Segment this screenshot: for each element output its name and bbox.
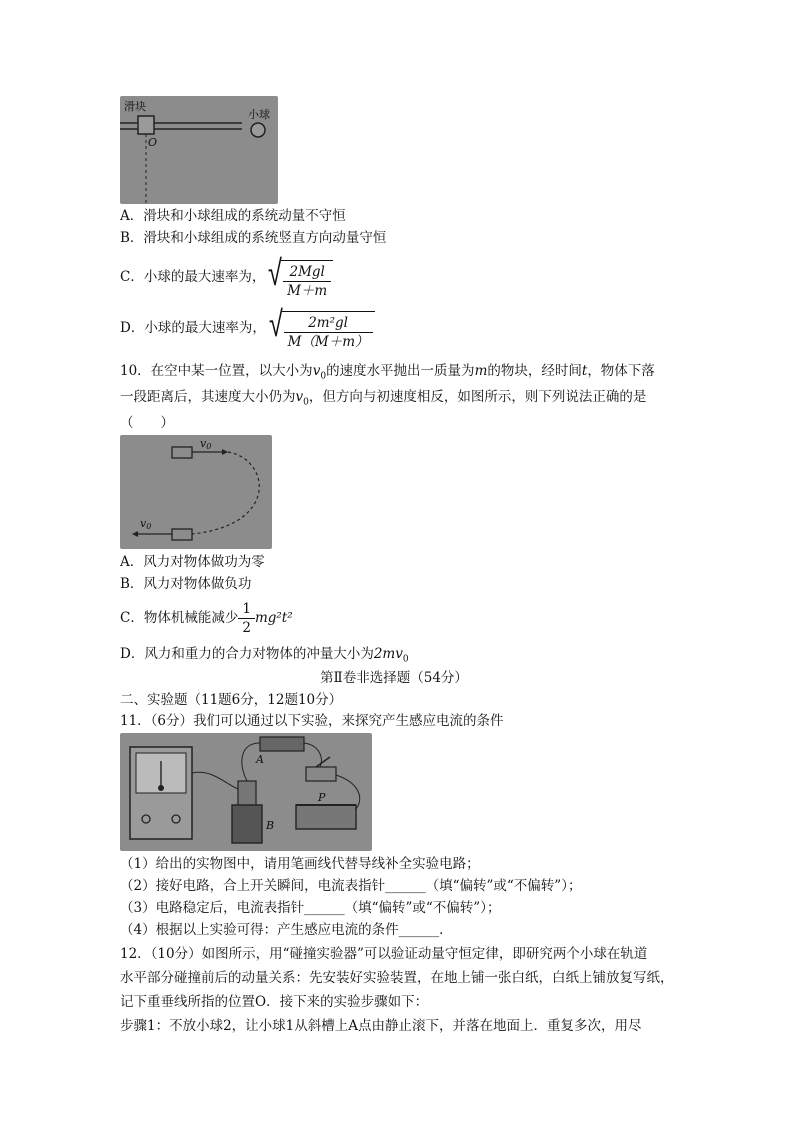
- q10-option-d-value: 2mv: [373, 646, 403, 662]
- q11-item-2: （2）接好电路，合上开关瞬间，电流表指针______（填“偏转”或“不偏转”）；: [120, 878, 582, 894]
- var-t: t: [581, 363, 588, 379]
- label-b: B: [266, 819, 275, 832]
- q9-figure-drawing: [120, 96, 278, 204]
- label-v0-top: v0: [200, 437, 212, 451]
- frac-numerator: 1: [238, 600, 255, 619]
- frac-denominator: M＋m: [287, 283, 328, 299]
- q10-option-b: B．风力对物体做负功: [120, 576, 252, 592]
- q10-text: 一段距离后，其速度大小仍为: [120, 389, 296, 405]
- q10-text: 10．在空中某一位置，以大小为: [120, 363, 313, 379]
- q11-stem: 11．（6分）我们可以通过以下实验，来探究产生感应电流的条件: [120, 713, 504, 729]
- var-sub: 0: [320, 371, 327, 382]
- frac-denominator: M（M＋m）: [287, 334, 369, 350]
- var-m: m: [474, 363, 488, 379]
- q10-option-c: [120, 598, 293, 638]
- var-v: v: [295, 389, 304, 405]
- q9-option-c-prefix: C．小球的最大速率为，: [120, 269, 266, 285]
- q10-text: 的物块，经时间: [487, 363, 582, 379]
- q9-option-d-prefix: D．小球的最大速率为，: [120, 320, 266, 336]
- label-a: A: [256, 753, 264, 766]
- q10-option-d: [120, 644, 409, 670]
- q10-option-c-suffix: mg²t²: [254, 610, 293, 626]
- q10-stem-line2: [120, 384, 646, 416]
- section-heading: 二、实验题（11题6分，12题10分）: [120, 692, 343, 708]
- q12-line-1: 12．（10分）如图所示，用“碰撞实验器”可以验证动量守恒定律，即研究两个小球在轨道: [120, 946, 648, 962]
- label-o: O: [148, 136, 158, 149]
- part2-title: 第Ⅱ卷非选择题（54分）: [320, 670, 468, 686]
- q10-stem-line3: （ ）: [120, 415, 174, 431]
- q10-option-a: A．风力对物体做功为零: [120, 554, 265, 570]
- q9-option-b: B．滑块和小球组成的系统竖直方向动量守恒: [120, 230, 387, 246]
- q9-figure: [120, 96, 278, 204]
- q10-figure-drawing: [120, 435, 272, 549]
- q10-text: ，但方向与初速度相反，如图所示，则下列说法正确的是: [308, 389, 647, 405]
- sqrt-expression: √ $\frac{\text{2m²gl}}{M(M+m)}$: [266, 305, 375, 352]
- q12-line-3: 记下重垂线所指的位置O．接下来的实验步骤如下：: [120, 994, 429, 1010]
- label-v0-bottom: v0: [140, 517, 152, 531]
- q9-option-d: [120, 305, 375, 352]
- q10-text: 的速度水平抛出一质量为: [326, 363, 475, 379]
- label-p: P: [318, 791, 326, 804]
- sqrt-expression: √ $\frac{\text{2Mgl}}{M+m}$: [265, 254, 333, 301]
- q11-item-4: （4）根据以上实验可得：产生感应电流的条件______．: [120, 922, 453, 938]
- q10-option-c-prefix: C．物体机械能减少: [120, 610, 239, 626]
- q12-line-4: 步骤1：不放小球2，让小球1从斜槽上A点由静止滚下，并落在地面上．重复多次，用尽: [120, 1018, 642, 1034]
- q11-item-3: （3）电路稳定后，电流表指针______（填“偏转”或“不偏转”）；: [120, 900, 501, 916]
- q12-line-2: 水平部分碰撞前后的动量关系：先安装好实验装置，在地上铺一张白纸，白纸上铺放复写纸，: [120, 970, 674, 986]
- q9-option-c: [120, 254, 333, 301]
- frac-numerator: 2Mgl: [283, 263, 331, 282]
- frac-denominator: 2: [242, 620, 251, 636]
- var-sub: 0: [303, 397, 309, 408]
- var-v: v: [312, 363, 321, 379]
- q10-text: ，物体下落: [587, 363, 655, 379]
- q10-figure: [120, 435, 272, 549]
- label-slider: 滑块: [124, 100, 146, 113]
- q11-figure: [120, 733, 372, 851]
- q9-option-a: A．滑块和小球组成的系统动量不守恒: [120, 208, 346, 224]
- q11-item-1: （1）给出的实物图中，请用笔画线代替导线补全实验电路；: [120, 856, 480, 872]
- q10-option-d-sub: 0: [402, 654, 409, 665]
- q10-option-d-prefix: D．风力和重力的合力对物体的冲量大小为: [120, 646, 374, 662]
- label-ball: 小球: [248, 108, 270, 121]
- frac-numerator: 2m²gl: [284, 314, 373, 333]
- q11-figure-drawing: [120, 733, 372, 851]
